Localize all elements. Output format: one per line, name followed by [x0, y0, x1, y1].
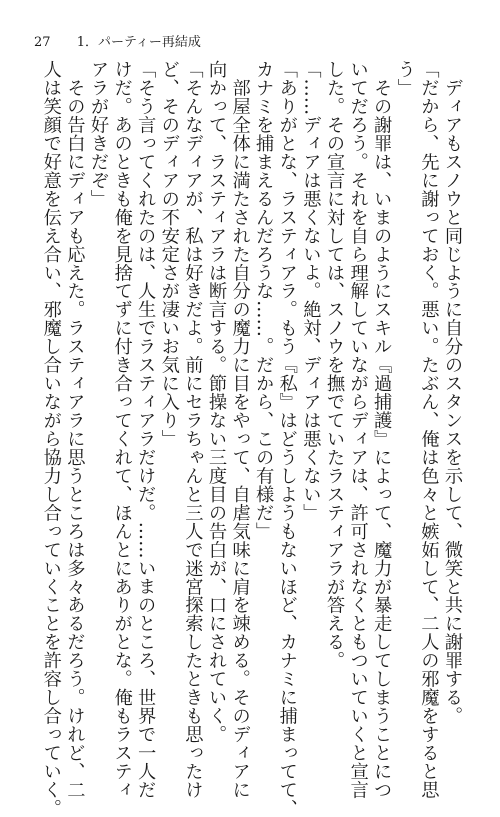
text-column: 向かって、ラスティアラは断言する。節操ない三度目の告白が、口にされていく。 — [206, 60, 227, 744]
text-column: ディアもスノウと同じように自分のスタンスを示して、微笑と共に謝罪する。 — [442, 60, 463, 725]
running-header — [34, 35, 201, 51]
text-column: その告白にディアも応えた。ラスティアラに思うところは多々あるだろう。けれど、二 — [64, 60, 86, 799]
text-column: 「……ディアは悪くないよ。絶対、ディアは悪くない」 — [300, 60, 322, 522]
text-column: 「そんなディアが、私は好きだよ。前にセラちゃんと三人で迷宮探索したときも思ったけ — [182, 60, 204, 799]
text-column: いてだろう。それを自ら理解していながらディアは、許可されなくともついていくと宣言 — [347, 60, 369, 799]
chapter-title: 1．パーティー再結成 — [76, 35, 201, 50]
text-column: ど、そのディアの不安定さが凄いお気に入り」 — [158, 60, 180, 448]
text-column: アラが好きだぞ」 — [88, 60, 109, 208]
vertical-text-block — [40, 60, 463, 817]
text-column: けだ。あのときも俺を見捨てずに付き合ってくれて、ほんとにありがとな。俺もラスティ — [111, 60, 133, 799]
text-column: 「ありがとな、ラスティアラ。もう『私』はどうしようもないほど、カナミに捕まってて、 — [276, 60, 298, 817]
text-column: その謝罪は、いまのようにスキル『過捕護』によって、魔力が暴走してしまうことにつ — [371, 60, 393, 799]
text-column: 「だから、先に謝っておく。悪い。たぶん、俺は色々と嫉妬して、二人の邪魔をすると思 — [418, 60, 440, 799]
text-column: カナミを捕まえるんだろうな……。だから、この有様だ」 — [253, 60, 275, 541]
text-column: した。その宣言に対しては、スノウを撫でていたラスティアラが答える。 — [324, 60, 345, 670]
text-column: 人は笑顔で好意を伝え合い、邪魔し合いながら協力し合っていくことを許容し合っていく。 — [40, 60, 62, 817]
text-column: う」 — [394, 60, 416, 97]
page-number: 27 — [34, 35, 51, 50]
text-column: 部屋全体に満たされた自分の魔力に目をやって、自虐気味に肩を竦める。そのディアに — [229, 60, 251, 799]
text-column: 「そう言ってくれたのは、人生でラスティアラだけだ。……いまのところ、世界で一人だ — [135, 60, 157, 799]
